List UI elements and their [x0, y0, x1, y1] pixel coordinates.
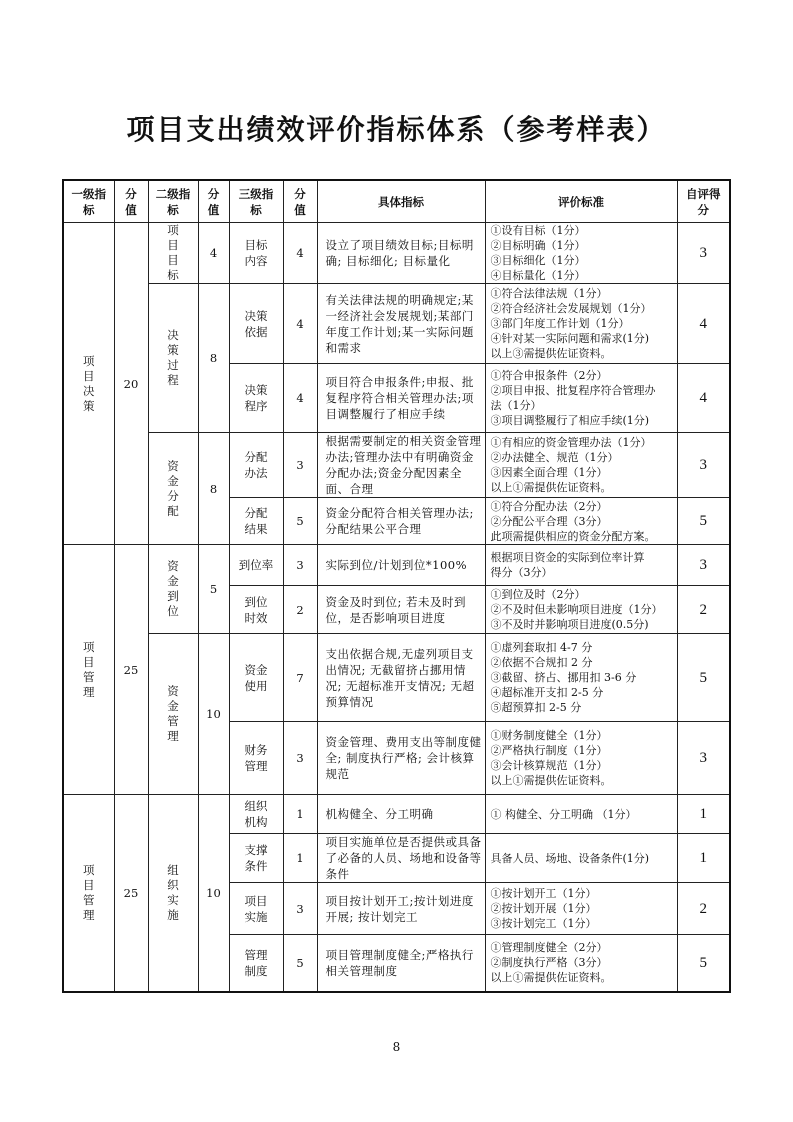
level3-line: 决策 [244, 308, 268, 323]
specific-indicator-text: 有关法律法规的明确规定;某一经济社会发展规划;某部门年度工作计划;某一实际问题和需求 [325, 292, 474, 355]
criteria-line: 此项需提供相应的资金分配方案。 [490, 529, 656, 543]
criteria-line: ②按计划开展（1分） [490, 902, 597, 915]
specific-indicator [317, 364, 485, 433]
self-score [677, 722, 730, 795]
criteria-line: 以上①需提供佐证资料。 [490, 481, 612, 494]
criteria-line: ③因素全面合理（1分） [490, 466, 608, 479]
evaluation-criteria [485, 545, 677, 586]
level2-indicator-text: 组织实施 [167, 862, 179, 922]
evaluation-criteria [485, 722, 677, 795]
level3-indicator [229, 364, 283, 433]
criteria-line: 具备人员、场地、设备条件(1分) [490, 851, 650, 865]
level2-score-text: 5 [209, 582, 218, 596]
self-score [677, 795, 730, 834]
level2-score-text: 10 [206, 707, 221, 721]
criteria-line: ①符合申报条件（2分） [490, 369, 608, 382]
level2-indicator [148, 634, 198, 795]
page-title: 项目支出绩效评价指标体系（参考样表） [126, 113, 667, 146]
level1-score-text: 25 [123, 885, 139, 900]
level3-score [283, 223, 317, 284]
criteria-line: ①有相应的资金管理办法（1分） [490, 436, 652, 449]
criteria-line: ④超标准开支扣 2-5 分 [490, 686, 604, 699]
self-score-text: 1 [699, 850, 707, 866]
level3-indicator [229, 586, 283, 634]
level3-indicator [229, 722, 283, 795]
criteria-line: ①按计划开工（1分） [490, 887, 597, 900]
self-score [677, 223, 730, 284]
level3-score [283, 834, 317, 883]
evaluation-criteria [485, 223, 677, 284]
table-row [63, 545, 730, 586]
level3-indicator [229, 284, 283, 364]
column-header: 分值 [198, 180, 229, 223]
specific-indicator-text: 支出依据合规,无虚列项目支出情况; 无截留挤占挪用情况; 无超标准开支情况; 无超预算情况 [325, 646, 475, 709]
level2-indicator [148, 545, 198, 634]
level3-score-text: 5 [296, 514, 304, 528]
criteria-line: ②不及时但未影响项目进度（1分） [490, 603, 663, 616]
criteria-line: ②符合经济社会发展规划（1分） [490, 302, 652, 315]
criteria-line: ①符合分配办法（2分） [490, 499, 608, 513]
level3-line: 办法 [244, 466, 268, 480]
column-header: 评价标准 [485, 180, 677, 223]
level3-score [283, 364, 317, 433]
level1-score [114, 223, 148, 545]
evaluation-index-table [62, 179, 731, 993]
level3-score-text: 4 [296, 316, 304, 331]
evaluation-criteria [485, 586, 677, 634]
level3-score-text: 4 [296, 246, 304, 260]
level2-indicator-text: 资金分配 [167, 458, 179, 518]
evaluation-criteria [485, 284, 677, 364]
level3-line: 财务 [244, 743, 268, 757]
criteria-line: 以上③需提供佐证资料。 [490, 347, 612, 360]
level3-score-text: 4 [296, 391, 304, 405]
specific-indicator [317, 586, 485, 634]
criteria-line: ① 构健全、分工明确 （1分） [490, 807, 637, 821]
level2-score [198, 433, 229, 545]
level2-score [198, 223, 229, 284]
level3-line: 使用 [244, 678, 268, 693]
criteria-line: ①虚列套取扣 4-7 分 [490, 641, 593, 654]
column-header: 自评得分 [677, 180, 730, 223]
level3-line: 支撑 [244, 843, 268, 857]
level3-score-text: 1 [296, 851, 304, 865]
level3-line: 时效 [244, 610, 268, 625]
level3-score [283, 795, 317, 834]
level3-line: 依据 [244, 324, 268, 339]
level1-score-text: 25 [123, 662, 139, 677]
criteria-line: ①符合法律法规（1分） [490, 287, 608, 300]
specific-indicator [317, 223, 485, 284]
evaluation-criteria [485, 935, 677, 992]
specific-indicator-text: 资金分配符合相关管理办法;分配结果公平合理 [325, 506, 474, 536]
level1-score-text: 20 [123, 376, 139, 391]
level1-score [114, 545, 148, 795]
level3-line: 资金 [244, 662, 268, 677]
level3-score [283, 433, 317, 498]
self-score-text: 1 [699, 806, 707, 822]
specific-indicator [317, 545, 485, 586]
level2-indicator-text: 决策过程 [167, 328, 179, 387]
criteria-line: 根据项目资金的实际到位率计算 [490, 551, 645, 564]
level3-score-text: 3 [296, 558, 304, 572]
specific-indicator [317, 935, 485, 992]
self-score [677, 545, 730, 586]
self-score-text: 3 [699, 457, 707, 473]
level3-indicator [229, 795, 283, 834]
criteria-line: ②项目申报、批复程序符合管理办 [490, 384, 656, 397]
level3-line: 管理 [244, 947, 268, 962]
column-header: 分值 [114, 180, 148, 223]
self-score [677, 433, 730, 498]
column-header: 分值 [283, 180, 317, 223]
level3-line: 目标 [244, 238, 268, 252]
self-score [677, 586, 730, 634]
level2-indicator [148, 433, 198, 545]
specific-indicator [317, 498, 485, 545]
criteria-line: ④针对某一实际问题和需求(1分) [490, 332, 650, 345]
level3-line: 项目 [244, 893, 268, 908]
level2-indicator-text: 项目目标 [167, 223, 179, 282]
level3-indicator [229, 634, 283, 722]
criteria-line: 以上①需提供佐证资料。 [490, 774, 612, 787]
criteria-line: ②目标明确（1分） [490, 239, 586, 252]
criteria-line: ③部门年度工作计划（1分） [490, 317, 630, 330]
level3-line: 决策 [244, 383, 268, 397]
level3-line: 到位率 [238, 558, 274, 572]
level3-score [283, 284, 317, 364]
self-score [677, 883, 730, 935]
level3-indicator [229, 433, 283, 498]
table-row [63, 223, 730, 284]
criteria-line: ⑤超预算扣 2-5 分 [490, 701, 582, 714]
evaluation-criteria [485, 795, 677, 834]
specific-indicator-text: 机构健全、分工明确 [325, 807, 434, 821]
specific-indicator-text: 项目符合申报条件;申报、批复程序符合相关管理办法;项目调整履行了相应手续 [325, 375, 474, 421]
specific-indicator-text: 设立了项目绩效目标;目标明确; 目标细化; 目标量化 [325, 238, 474, 268]
level1-indicator [63, 223, 114, 545]
level3-score-text: 7 [296, 670, 304, 685]
level3-indicator [229, 834, 283, 883]
level3-line: 内容 [244, 254, 268, 268]
level3-score-text: 1 [296, 807, 304, 821]
level2-score-text: 10 [206, 885, 221, 900]
criteria-line: ②依据不合规扣 2 分 [490, 656, 593, 669]
specific-indicator [317, 795, 485, 834]
self-score [677, 634, 730, 722]
criteria-line: ③截留、挤占、挪用扣 3-6 分 [490, 671, 637, 684]
self-score-text: 3 [699, 245, 707, 261]
specific-indicator [317, 433, 485, 498]
criteria-line: ②制度执行严格（3分） [490, 956, 608, 970]
level1-score [114, 795, 148, 992]
column-header: 具体指标 [317, 180, 485, 223]
criteria-line: ①财务制度健全（1分） [490, 729, 608, 742]
level3-line: 管理 [244, 759, 268, 773]
specific-indicator-text: 项目按计划开工;按计划进度开展; 按计划完工 [325, 893, 474, 924]
evaluation-criteria [485, 433, 677, 498]
level3-line: 分配 [244, 506, 268, 520]
level2-indicator [148, 284, 198, 433]
level3-score [283, 935, 317, 992]
level2-score [198, 795, 229, 992]
table-row [63, 795, 730, 834]
specific-indicator [317, 634, 485, 722]
evaluation-criteria [485, 634, 677, 722]
level2-score [198, 634, 229, 795]
level3-line: 结果 [244, 522, 268, 536]
level2-indicator-text: 资金到位 [167, 559, 179, 618]
criteria-line: ③不及时并影响项目进度(0.5分) [490, 618, 649, 631]
table-row [63, 284, 730, 364]
level3-score-text: 3 [296, 751, 304, 765]
specific-indicator [317, 722, 485, 795]
level3-score [283, 545, 317, 586]
level3-line: 分配 [244, 450, 268, 464]
self-score-text: 2 [699, 900, 707, 917]
level2-score [198, 284, 229, 433]
specific-indicator-text: 项目管理制度健全;严格执行相关管理制度 [325, 947, 474, 978]
level2-indicator [148, 223, 198, 284]
self-score-text: 3 [699, 750, 707, 766]
criteria-line: 得分（3分） [490, 566, 553, 579]
specific-indicator-text: 实际到位/计划到位*100% [325, 558, 468, 572]
criteria-line: ③项目调整履行了相应手续(1分) [490, 414, 650, 427]
level3-score-text: 5 [296, 955, 304, 970]
level1-indicator [63, 545, 114, 795]
evaluation-criteria [485, 498, 677, 545]
self-score-text: 5 [699, 669, 707, 686]
self-score-text: 4 [699, 390, 707, 406]
level3-score [283, 586, 317, 634]
specific-indicator-text: 根据需要制定的相关资金管理办法;管理办法中有明确资金分配办法;资金分配因素全面、合理 [325, 434, 482, 496]
level3-score [283, 722, 317, 795]
specific-indicator-text: 资金及时到位; 若未及时到位，是否影响项目进度 [325, 594, 467, 625]
self-score [677, 498, 730, 545]
level3-line: 制度 [244, 963, 268, 978]
evaluation-criteria [485, 834, 677, 883]
level3-line: 组织 [244, 799, 268, 813]
level3-indicator [229, 545, 283, 586]
level2-score [198, 545, 229, 634]
table-row [63, 433, 730, 498]
criteria-line: 以上①需提供佐证资料。 [490, 971, 612, 985]
level3-line: 机构 [244, 815, 268, 829]
criteria-line: ①设有目标（1分） [490, 224, 586, 237]
level3-indicator [229, 498, 283, 545]
level1-indicator-text: 项目决策 [83, 353, 95, 413]
self-score-text: 2 [699, 601, 707, 618]
criteria-line: ②办法健全、规范（1分） [490, 451, 619, 464]
level2-indicator [148, 795, 198, 992]
column-header: 三级指标 [229, 180, 283, 223]
level3-line: 到位 [244, 594, 268, 609]
criteria-line: ①到位及时（2分） [490, 588, 586, 601]
criteria-line: ②分配公平合理（3分） [490, 514, 608, 528]
evaluation-criteria [485, 883, 677, 935]
criteria-line: ④目标量化（1分） [490, 269, 586, 282]
column-header: 二级指标 [148, 180, 198, 223]
level2-score-text: 4 [209, 246, 218, 260]
self-score-text: 4 [699, 315, 707, 332]
criteria-line: ③目标细化（1分） [490, 254, 586, 267]
criteria-line: 法（1分） [490, 399, 542, 412]
level3-score-text: 3 [296, 901, 304, 916]
self-score [677, 834, 730, 883]
criteria-line: ①管理制度健全（2分） [490, 941, 608, 955]
level2-indicator-text: 资金管理 [167, 684, 179, 743]
table-header-row [63, 180, 730, 223]
self-score-text: 5 [699, 513, 707, 529]
level1-indicator-text: 项目管理 [83, 862, 95, 922]
level3-line: 实施 [244, 909, 268, 924]
self-score-text: 5 [699, 954, 707, 971]
level2-score-text: 8 [209, 481, 218, 496]
level3-line: 条件 [244, 859, 268, 873]
self-score [677, 284, 730, 364]
level3-indicator [229, 223, 283, 284]
level3-score-text: 2 [296, 602, 304, 617]
level3-indicator [229, 883, 283, 935]
specific-indicator [317, 834, 485, 883]
table-row [63, 634, 730, 722]
self-score [677, 935, 730, 992]
page-number: 8 [392, 1040, 401, 1054]
self-score-text: 3 [699, 557, 707, 573]
specific-indicator-text: 资金管理、费用支出等制度健全; 制度执行严格; 会计核算规范 [325, 735, 482, 781]
level1-indicator [63, 795, 114, 992]
level3-score [283, 634, 317, 722]
criteria-line: ③会计核算规范（1分） [490, 759, 608, 772]
column-header: 一级指标 [63, 180, 114, 223]
level3-score [283, 498, 317, 545]
specific-indicator [317, 883, 485, 935]
specific-indicator [317, 284, 485, 364]
criteria-line: ③按计划完工（1分） [490, 917, 597, 930]
criteria-line: ②严格执行制度（1分） [490, 744, 608, 757]
level2-score-text: 8 [209, 351, 218, 365]
level3-score [283, 883, 317, 935]
level3-line: 程序 [244, 399, 268, 413]
level1-indicator-text: 项目管理 [83, 639, 95, 699]
level3-score-text: 3 [296, 458, 304, 472]
specific-indicator-text: 项目实施单位是否提供或具备了必备的人员、场地和设备等条件 [325, 835, 482, 881]
level3-indicator [229, 935, 283, 992]
evaluation-criteria [485, 364, 677, 433]
self-score [677, 364, 730, 433]
